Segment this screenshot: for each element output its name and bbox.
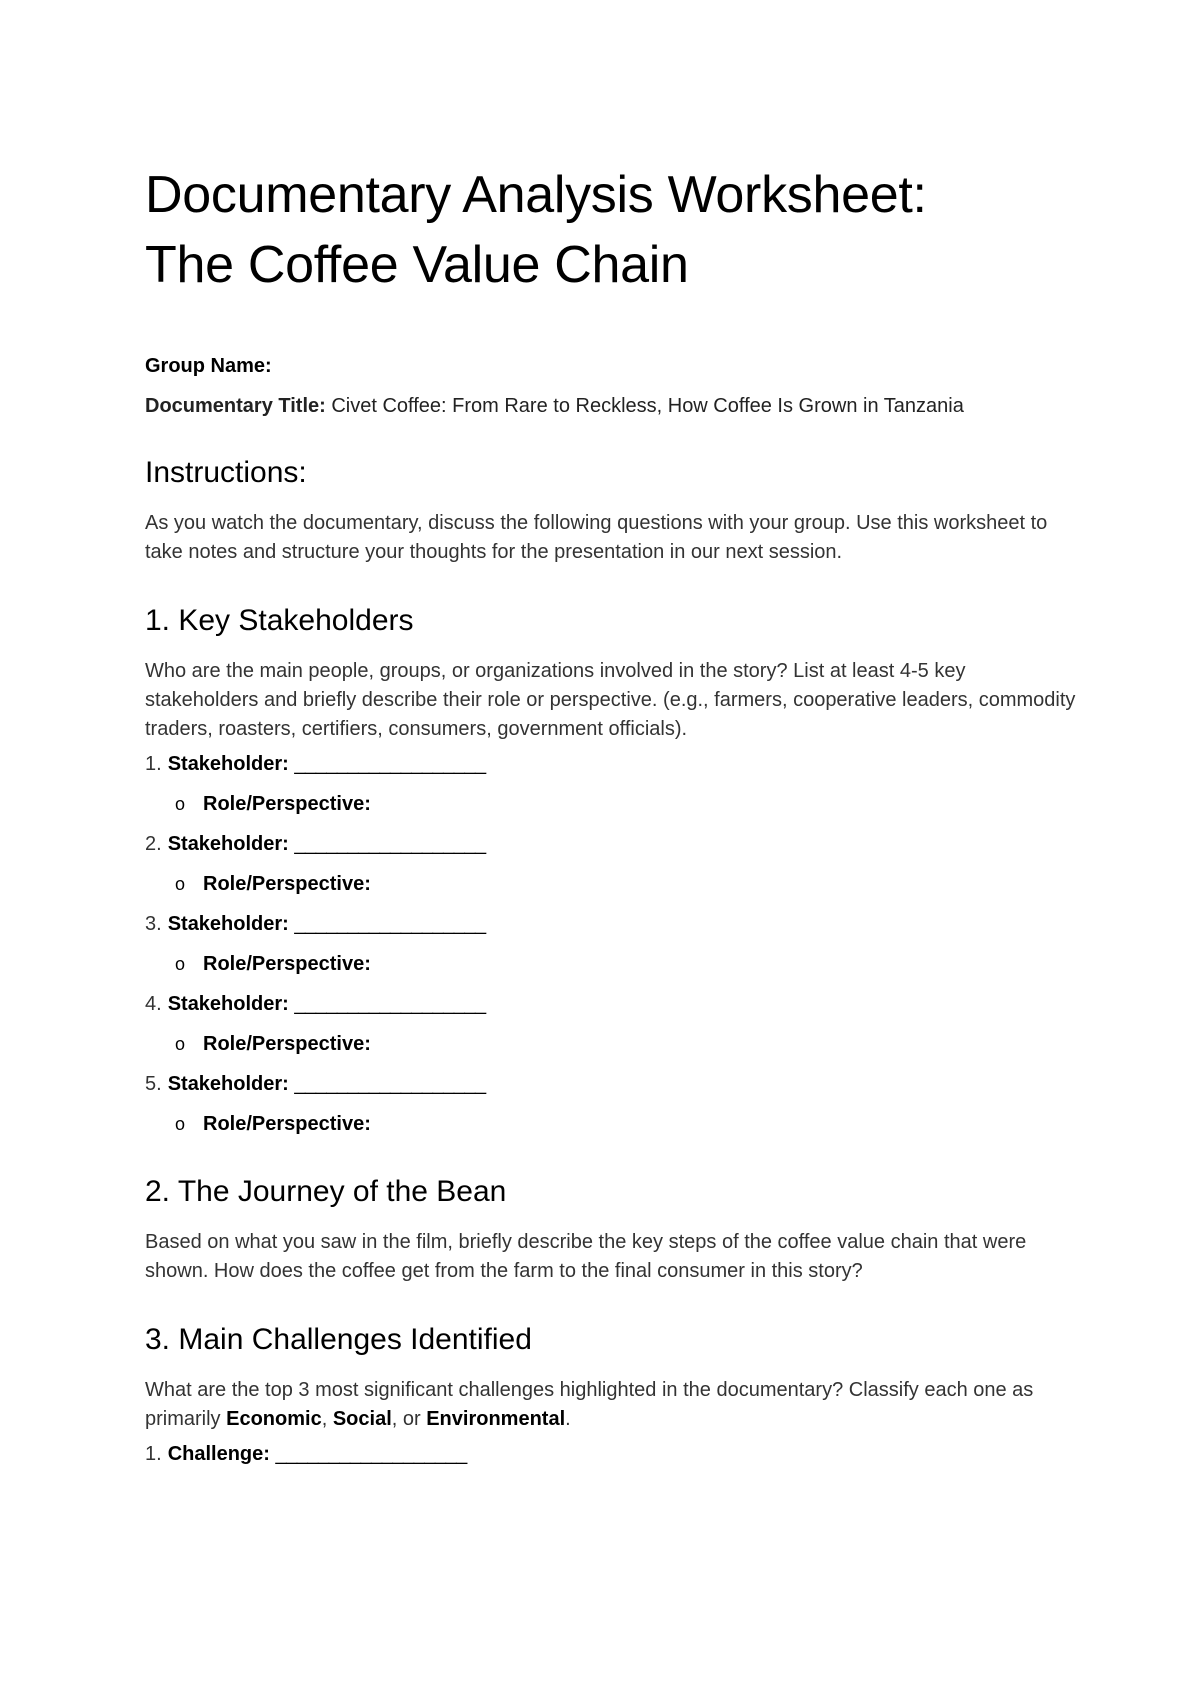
role-line [145,1110,1080,1138]
stakeholder-label: Stakeholder: [167,833,289,855]
challenge-item [145,1440,1080,1468]
role-line [145,870,1080,898]
title-line-1: Documentary Analysis Worksheet: [145,166,927,224]
group-name-label: Group Name: [145,355,272,377]
stakeholder-line [145,1070,1080,1098]
stakeholder-item [145,750,1080,818]
page-title [145,160,1080,300]
challenge-label: Challenge: [167,1443,270,1465]
separator: , [321,1408,333,1430]
stakeholder-item [145,990,1080,1058]
answer-blank: __________________ [294,833,486,855]
term-environmental: Environmental [426,1408,566,1430]
title-line-2: The Coffee Value Chain [145,236,689,294]
answer-blank: __________________ [294,753,486,775]
stakeholder-line [145,830,1080,858]
stakeholder-list [145,750,1080,1138]
stakeholder-label: Stakeholder: [167,913,289,935]
item-number: 4. [145,993,162,1015]
answer-blank: __________________ [294,993,486,1015]
separator: , or [391,1408,427,1430]
role-label: Role/Perspective: [203,873,371,895]
role-line [145,790,1080,818]
documentary-title-value: Civet Coffee: From Rare to Reckless, How Coffee Is Grown in Tanzania [325,395,964,417]
circle-bullet-icon: o [175,1114,186,1134]
role-label: Role/Perspective: [203,1113,371,1135]
stakeholder-label: Stakeholder: [167,753,289,775]
role-line [145,950,1080,978]
section-1-heading: 1. Key Stakeholders [145,604,414,637]
answer-blank: __________________ [294,913,486,935]
circle-bullet-icon: o [175,954,186,974]
role-line [145,1030,1080,1058]
documentary-title-field [145,392,1080,421]
stakeholder-item [145,1070,1080,1138]
group-name-field [145,352,1080,381]
stakeholder-item [145,830,1080,898]
circle-bullet-icon: o [175,1034,186,1054]
section-3-heading: 3. Main Challenges Identified [145,1323,532,1356]
role-label: Role/Perspective: [203,953,371,975]
challenge-line [145,1440,1080,1468]
period: . [565,1408,571,1430]
answer-blank: __________________ [275,1443,467,1465]
stakeholder-label: Stakeholder: [167,1073,289,1095]
section-2-text: Based on what you saw in the film, briefly describe the key steps of the coffee value chain that were shown. How does the coffee get from the farm to the final consumer in this story? [145,1231,1027,1282]
item-number: 1. [145,753,162,775]
role-label: Role/Perspective: [203,1033,371,1055]
stakeholder-line [145,750,1080,778]
stakeholder-item [145,910,1080,978]
term-economic: Economic [226,1408,322,1430]
answer-blank: __________________ [294,1073,486,1095]
instructions-text: As you watch the documentary, discuss the following questions with your group. Use this worksheet to take notes and structure your thoughts for the presentation in our next session. [145,512,1048,563]
section-3-text-intro: What are the top 3 most significant challenges highlighted in the documentary? Classify each one as primarily [145,1379,1034,1430]
stakeholder-line [145,990,1080,1018]
challenge-list [145,1440,1080,1468]
circle-bullet-icon: o [175,874,186,894]
stakeholder-line [145,910,1080,938]
role-label: Role/Perspective: [203,793,371,815]
instructions-heading: Instructions: [145,456,307,489]
documentary-title-label: Documentary Title: [145,395,326,417]
item-number: 5. [145,1073,162,1095]
term-social: Social [332,1408,392,1430]
section-3-text [145,1376,1080,1434]
circle-bullet-icon: o [175,794,186,814]
section-1-text: Who are the main people, groups, or organizations involved in the story? List at least 4-5 key stakeholders and briefly describe their role or perspective. (e.g., farmers, cooperative leaders, commodity traders, roasters, certifiers, consumers, government officials). [145,660,1076,740]
item-number: 3. [145,913,162,935]
section-2-heading: 2. The Journey of the Bean [145,1175,507,1208]
item-number: 2. [145,833,162,855]
item-number: 1. [145,1443,162,1465]
stakeholder-label: Stakeholder: [167,993,289,1015]
